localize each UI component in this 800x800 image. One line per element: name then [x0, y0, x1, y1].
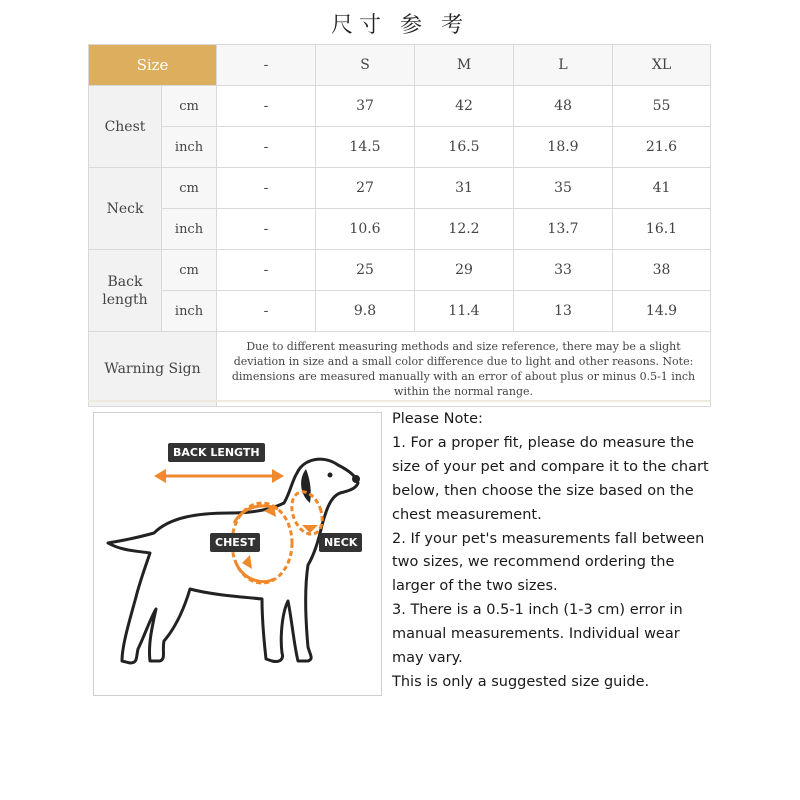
- table-row: [89, 209, 711, 250]
- value-cell: 25: [316, 250, 415, 291]
- value-cell: 13.7: [514, 209, 613, 250]
- value-cell: 11.4: [415, 291, 514, 332]
- header-cell: -: [217, 45, 316, 86]
- note-item-1: 1. For a proper fit, please do measure the size of your pet and compare it to the chart below, then choose the size based on the chest measurement.: [392, 434, 709, 523]
- dog-ear: [301, 469, 311, 503]
- back-length-arrowhead-left: [154, 469, 166, 483]
- value-cell: -: [217, 86, 316, 127]
- value-cell: 31: [415, 168, 514, 209]
- back-length-arrowhead-right: [272, 469, 284, 483]
- dog-nose: [352, 475, 360, 483]
- warning-text: Due to different measuring methods and size reference, there may be a slight deviation in size and a small color difference due to light and other reasons. Note: dimensions are measured manually with an error of about plus or minus 0.5-1 inch within the normal range.: [217, 332, 711, 407]
- value-cell: 21.6: [613, 127, 711, 168]
- value-cell: -: [217, 250, 316, 291]
- value-cell: -: [217, 168, 316, 209]
- neck-label: NECK: [319, 533, 362, 552]
- header-cell-m: M: [415, 45, 514, 86]
- unit-cell: cm: [162, 168, 217, 209]
- unit-cell: cm: [162, 250, 217, 291]
- group-label-chest: Chest: [89, 86, 162, 168]
- unit-cell: inch: [162, 291, 217, 332]
- value-cell: 27: [316, 168, 415, 209]
- note-item-2: 2. If your pet's measurements fall between two sizes, we recommend ordering the larger of the two sizes.: [392, 530, 705, 595]
- value-cell: 41: [613, 168, 711, 209]
- dog-eye: [328, 473, 333, 478]
- value-cell: 48: [514, 86, 613, 127]
- value-cell: 33: [514, 250, 613, 291]
- size-header-cell: Size: [89, 45, 217, 86]
- notes-panel: [392, 408, 712, 695]
- chest-arrowhead-bottom: [242, 555, 252, 569]
- unit-cell: inch: [162, 127, 217, 168]
- value-cell: -: [217, 209, 316, 250]
- note-item-3: 3. There is a 0.5-1 inch (1-3 cm) error in manual measurements. Individual wear may vary.: [392, 602, 683, 667]
- value-cell: 14.5: [316, 127, 415, 168]
- header-cell-l: L: [514, 45, 613, 86]
- value-cell: -: [217, 127, 316, 168]
- value-cell: 9.8: [316, 291, 415, 332]
- value-cell: 37: [316, 86, 415, 127]
- value-cell: 16.5: [415, 127, 514, 168]
- warning-row: [89, 332, 711, 407]
- value-cell: 29: [415, 250, 514, 291]
- table-row: [89, 291, 711, 332]
- back-length-label: BACK LENGTH: [168, 443, 265, 462]
- table-header-row: [89, 45, 711, 86]
- value-cell: 13: [514, 291, 613, 332]
- value-cell: 38: [613, 250, 711, 291]
- table-divider: [88, 400, 710, 402]
- chest-label: CHEST: [210, 533, 260, 552]
- table-row: [89, 127, 711, 168]
- size-chart-table: [88, 44, 711, 407]
- table-row: [89, 168, 711, 209]
- value-cell: 55: [613, 86, 711, 127]
- header-cell-s: S: [316, 45, 415, 86]
- value-cell: 14.9: [613, 291, 711, 332]
- table-row: [89, 86, 711, 127]
- unit-cell: cm: [162, 86, 217, 127]
- dog-outline: [108, 459, 358, 663]
- group-label-back-length: Back length: [89, 250, 162, 332]
- value-cell: 42: [415, 86, 514, 127]
- unit-cell: inch: [162, 209, 217, 250]
- value-cell: 18.9: [514, 127, 613, 168]
- value-cell: -: [217, 291, 316, 332]
- group-label-neck: Neck: [89, 168, 162, 250]
- table-row: [89, 250, 711, 291]
- value-cell: 16.1: [613, 209, 711, 250]
- header-cell-xl: XL: [613, 45, 711, 86]
- chest-arc-lower: [236, 563, 274, 582]
- page-title: 尺寸 参 考: [331, 13, 469, 38]
- value-cell: 35: [514, 168, 613, 209]
- measurement-diagram: [93, 412, 382, 696]
- value-cell: 10.6: [316, 209, 415, 250]
- warning-label: Warning Sign: [89, 332, 217, 407]
- notes-footer: This is only a suggested size guide.: [392, 673, 650, 690]
- value-cell: 12.2: [415, 209, 514, 250]
- notes-heading: Please Note:: [392, 411, 483, 427]
